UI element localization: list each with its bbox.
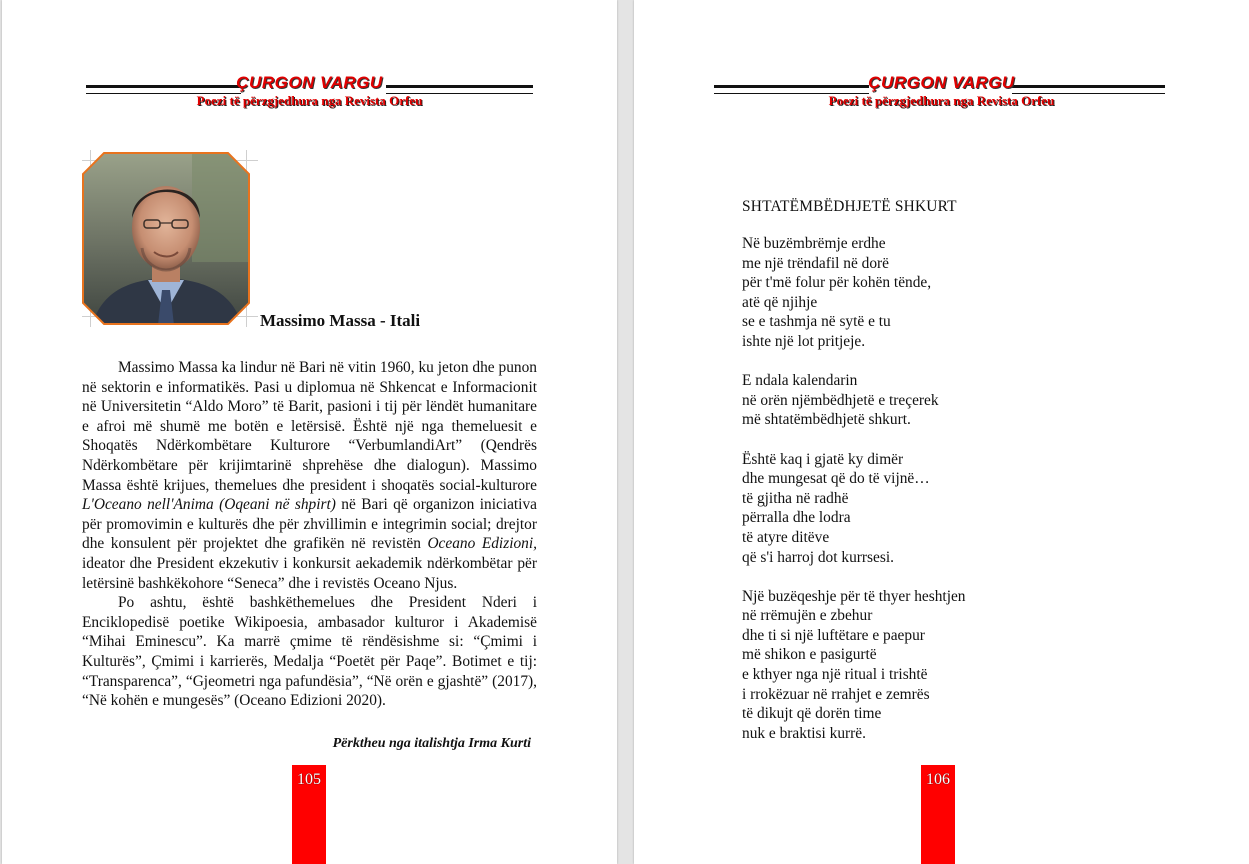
poem-line: në orën njëmbëdhjetë e treçerek — [742, 391, 939, 409]
poem-line: përralla dhe lodra — [742, 509, 851, 527]
bio-italic-publisher: Oceano Edizioni, — [427, 535, 537, 553]
poem-line: të atyre ditëve — [742, 528, 830, 546]
header-title: ÇURGON VARGU — [868, 73, 1015, 92]
header-title: ÇURGON VARGU — [236, 73, 383, 92]
page-106 — [634, 0, 1249, 864]
poem-line: të gjitha në radhë — [742, 489, 849, 507]
poem-line: më shtatëmbëdhjetë shkurt. — [742, 411, 911, 429]
page-105 — [2, 0, 617, 864]
poem-stanza — [742, 450, 1142, 568]
bio-paragraph — [82, 358, 537, 593]
page-number: 105 — [297, 771, 321, 788]
poem-line: e kthyer nga një ritual i trishtë — [742, 666, 928, 684]
poem-line: se e tashmja në sytë e tu — [742, 313, 891, 331]
bio-text: Massimo Massa ka lindur në Bari në vitin 1960, ku jeton dhe punon në sektorin e informatikës. Pasi u diplomua në Shkencat e Informacionit në Universitetin “Aldo Moro” të Barit, pasioni i tij për lëndët humanitare e afroi më shumë me botën e letërsisë. Është një nga themeluesit e Shoqatës Ndërkombëtare Kulturore “VerbumlandiArt” (Qendrës Ndërkombëtare për krijimtarinë shprehëse dhe dialogun). Massimo Massa është krijues, themelues dhe president i shoqatës social-kulturore — [82, 359, 537, 494]
running-header — [634, 73, 1249, 113]
poem-line: nuk e braktisi kurrë. — [742, 724, 866, 742]
bio-italic-organization: L'Oceano nell'Anima (Oqeani në shpirt) — [82, 496, 336, 514]
poem-stanza — [742, 234, 1142, 352]
author-name: Massimo Massa - Itali — [260, 311, 421, 330]
poem-line: të dikujt që dorën time — [742, 705, 882, 723]
poem-line: për t'më folur për kohën tënde, — [742, 274, 932, 292]
poem — [742, 198, 1142, 763]
bio-text: ideator dhe President ekzekutiv i konkursit aekademik ndërkombëtar për letërsinë bashkëkohore “Seneca” dhe i revistës Oceano Njus. — [82, 554, 537, 592]
poem-line: që s'i harroj dot kurrsesi. — [742, 548, 894, 566]
poem-line: me një trëndafil në dorë — [742, 254, 890, 272]
running-header — [2, 73, 617, 113]
author-portrait-icon — [82, 152, 250, 325]
poem-line: E ndala kalendarin — [742, 372, 858, 390]
poem-body — [742, 234, 1142, 743]
poem-line: i rrokëzuar në rrahjet e zemrës — [742, 685, 930, 703]
author-bio — [82, 358, 537, 711]
header-subtitle: Poezi të përzgjedhura nga Revista Orfeu — [828, 93, 1055, 108]
page-number-tab — [292, 765, 326, 864]
poem-line: më shikon e pasigurtë — [742, 646, 877, 664]
poem-line: dhe mungesat që do të vijnë… — [742, 470, 930, 488]
poem-stanza — [742, 371, 1142, 430]
page-number: 106 — [926, 771, 950, 788]
poem-line: Në buzëmbrëmje erdhe — [742, 235, 886, 252]
bio-paragraph: Po ashtu, është bashkëthemelues dhe President Nderi i Enciklopedisë poetike Wikipoesia, ambasador kulturor i Akademisë “Mihai Eminescu”. Ka marrë çmime të rëndësishme si: “Çmimi i Kulturës”, Çmimi i karrierës, Medalja “Poetët për Paqe”. Botimet e tij: “Transparenca”, “Gjeometri nga pafundësia”, “Në orën e gjashtë” (2017), “Në kohën e mungesës” (Oceano Edizioni 2020). — [82, 594, 537, 710]
poem-line: në rrëmujën e zbehur — [742, 607, 873, 625]
page-number-tab — [921, 765, 955, 864]
bio-text: në Bari që organizon iniciativa për promovimin e kulturës dhe për zhvillimin e integrimin social; drejtor dhe konsulent për projektet dhe grafikën në revistën — [82, 496, 537, 553]
poem-line: atë që njihje — [742, 293, 818, 311]
poem-line: ishte një lot pritjeje. — [742, 332, 866, 350]
header-subtitle: Poezi të përzgjedhura nga Revista Orfeu — [196, 93, 423, 108]
poem-line: Është kaq i gjatë ky dimër — [742, 450, 904, 468]
poem-stanza — [742, 587, 1142, 744]
poem-line: Një buzëqeshje për të thyer heshtjen — [742, 587, 966, 605]
poem-line: dhe ti si një luftëtare e paepur — [742, 626, 925, 644]
poem-title: SHTATËMBËDHJETË SHKURT — [742, 198, 957, 215]
author-photo — [82, 152, 250, 325]
translator-credit: Përktheu nga italishtja Irma Kurti — [332, 736, 531, 751]
